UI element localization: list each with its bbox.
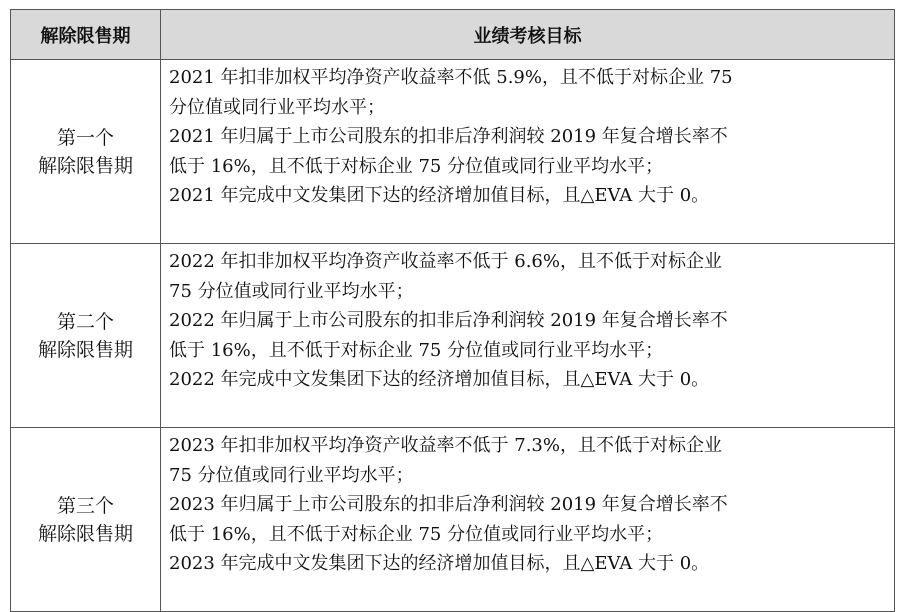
- target-line: 2023 年归属于上市公司股东的扣非后净利润较 2019 年复合增长率不: [169, 494, 728, 516]
- target-line: 2023 年完成中文发集团下达的经济增加值目标，且△EVA 大于 0。: [169, 553, 710, 575]
- period-cell: [11, 244, 161, 428]
- target-line: 2022 年归属于上市公司股东的扣非后净利润较 2019 年复合增长率不: [169, 310, 728, 332]
- performance-target-table: [10, 9, 895, 612]
- period-label-line2: 解除限售期: [37, 522, 133, 545]
- table-row: [11, 244, 895, 428]
- table-header-row: [11, 10, 895, 60]
- period-label-line2: 解除限售期: [37, 154, 133, 177]
- header-period: 解除限售期: [11, 10, 161, 60]
- header-target: 业绩考核目标: [161, 10, 895, 60]
- target-line: 2023 年扣非加权平均净资产收益率不低于 7.3%，且不低于对标企业: [169, 435, 722, 456]
- period-label-line1: 第三个: [56, 494, 114, 517]
- target-cell: [161, 428, 895, 612]
- target-line: 2021 年归属于上市公司股东的扣非后净利润较 2019 年复合增长率不: [169, 126, 728, 148]
- target-line: 2021 年扣非加权平均净资产收益率不低 5.9%，且不低于对标企业 75: [169, 67, 733, 88]
- period-label-line1: 第一个: [56, 126, 114, 149]
- target-line: 2022 年完成中文发集团下达的经济增加值目标，且△EVA 大于 0。: [169, 369, 710, 391]
- target-line: 2021 年完成中文发集团下达的经济增加值目标，且△EVA 大于 0。: [169, 185, 710, 207]
- target-line: 75 分位值或同行业平均水平；: [169, 280, 414, 302]
- target-line: 分位值或同行业平均水平；: [169, 96, 385, 118]
- period-cell: [11, 428, 161, 612]
- table-row: [11, 428, 895, 612]
- table-row: [11, 60, 895, 244]
- target-cell: [161, 60, 895, 244]
- target-line: 低于 16%，且不低于对标企业 75 分位值或同行业平均水平；: [169, 523, 664, 545]
- target-cell: [161, 244, 895, 428]
- period-label-line1: 第二个: [56, 310, 114, 333]
- target-line: 低于 16%，且不低于对标企业 75 分位值或同行业平均水平；: [169, 339, 664, 361]
- target-line: 75 分位值或同行业平均水平；: [169, 464, 414, 486]
- period-label-line2: 解除限售期: [37, 338, 133, 361]
- target-line: 低于 16%，且不低于对标企业 75 分位值或同行业平均水平；: [169, 155, 664, 177]
- period-cell: [11, 60, 161, 244]
- target-line: 2022 年扣非加权平均净资产收益率不低于 6.6%，且不低于对标企业: [169, 251, 722, 272]
